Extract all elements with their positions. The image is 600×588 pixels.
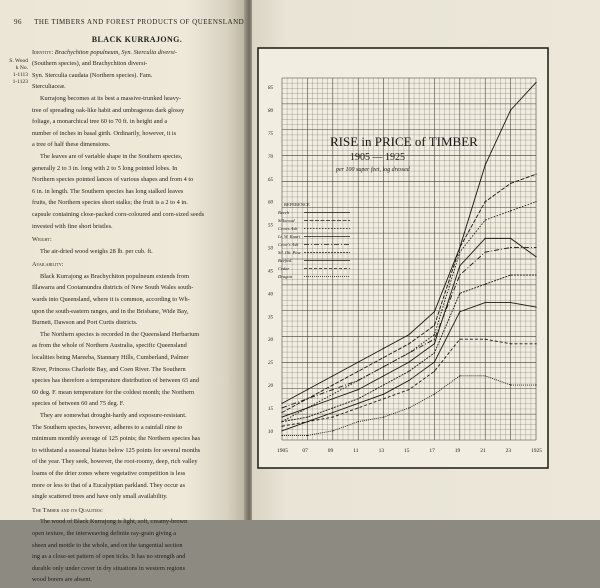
- text-line: generally 2 to 3 in. long with 2 to 5 long pointed lobes. In: [32, 164, 178, 172]
- running-head-title: THE TIMBERS AND FOREST PRODUCTS OF QUEENSLAND: [34, 18, 245, 26]
- data-point: [358, 421, 359, 422]
- text-line: The wood of Black Kurrajong is light, soft, creamy-brown: [40, 518, 188, 526]
- legend-entry: Crows Ash: [278, 226, 298, 231]
- y-tick-label: 50: [268, 246, 273, 252]
- x-tick-label: 1925: [531, 448, 542, 454]
- y-tick-label: 65: [268, 177, 273, 183]
- data-point: [358, 403, 359, 404]
- text-column: [32, 34, 242, 588]
- text-line: durable only under cover in dry situations in western regions: [32, 564, 186, 572]
- y-tick-label: 45: [268, 269, 273, 275]
- chart-subtitle: 1905 — 1925: [350, 152, 405, 163]
- data-point: [434, 311, 435, 312]
- text-line: Syn. Sterculia caudata (Northern species). Fam.: [32, 71, 153, 79]
- data-point: [281, 412, 282, 413]
- margin-note: [0, 58, 28, 86]
- data-point: [434, 334, 435, 335]
- legend-entry: Beefwd.: [278, 258, 293, 263]
- price-chart: [258, 48, 548, 468]
- text-line: invested with fine short bristles.: [32, 222, 113, 230]
- text-line: localities being Mareeba, Stannary Hills, Cumberland, Palmer: [32, 354, 189, 362]
- subheading-weight: Weight:: [32, 236, 52, 244]
- text-line: The leaves are of variable shape in the Southern species,: [40, 152, 183, 160]
- y-tick-label: 15: [268, 406, 273, 412]
- text-line: open texture, the interweaving definite ray-grain giving a: [32, 529, 177, 537]
- data-point: [332, 384, 333, 385]
- y-tick-label: 55: [268, 223, 273, 229]
- data-point: [383, 348, 384, 349]
- text-line: wood borers are absent.: [32, 576, 92, 584]
- text-line: species has therefore a temperature distribution of between 65 and: [32, 377, 199, 385]
- text-line: number of inches in basal girth. Ordinarily, however, it is: [32, 129, 177, 137]
- data-point: [434, 343, 435, 344]
- data-point: [383, 357, 384, 358]
- x-tick-label: 07: [302, 448, 308, 454]
- y-tick-label: 60: [268, 200, 273, 206]
- data-point: [307, 407, 308, 408]
- data-point: [485, 302, 486, 303]
- y-tick-label: 30: [268, 338, 273, 344]
- data-point: [535, 82, 536, 83]
- data-point: [408, 334, 409, 335]
- data-point: [485, 252, 486, 253]
- data-point: [459, 339, 460, 340]
- data-point: [408, 371, 409, 372]
- text-line: tree of spreading oak-like habit and umbrageous dark glossy: [32, 106, 185, 114]
- text-line: They are somewhat drought-hardy and exposure-resistant.: [40, 412, 187, 419]
- text-line: Black Kurrajong as Brachychiton populneum extends from: [40, 272, 189, 280]
- data-point: [281, 426, 282, 427]
- x-tick-label: 11: [353, 448, 359, 454]
- data-point: [535, 384, 536, 385]
- subheading-availability: Availability:: [32, 261, 64, 269]
- text-line: capsule containing close-packed corn-coloured and corn-sized seeds: [32, 210, 205, 218]
- text-line: (Southern species), and Brachychiton diversi-: [32, 60, 148, 68]
- text-line: The Southern species, however, adheres to a rainfall nine to: [32, 423, 183, 431]
- data-point: [332, 430, 333, 431]
- data-point: [535, 307, 536, 308]
- text-line: Illawarra and Cootamundra districts of New South Wales south-: [32, 284, 194, 292]
- data-point: [408, 389, 409, 390]
- data-point: [485, 284, 486, 285]
- text-line: minimum monthly average of 125 points; the Northern species has: [32, 435, 201, 443]
- text-line: wards into Queensland, where it is common, according to Wh-: [32, 296, 190, 304]
- data-point: [535, 201, 536, 202]
- text-line: foliage, a monarchical tree 60 to 70 ft. in height and a: [32, 118, 168, 126]
- text-line: 6 in. in length. The Southern species has long stalked leaves: [32, 187, 184, 195]
- data-point: [459, 293, 460, 294]
- text-line: species of between 60 and 75 deg. F.: [32, 400, 125, 408]
- data-point: [535, 174, 536, 175]
- x-tick-label: 21: [480, 448, 486, 454]
- text-line: of the year. They seek, however, the root-roomy, deep, rich valley: [32, 458, 198, 466]
- data-point: [307, 389, 308, 390]
- data-point: [307, 416, 308, 417]
- data-point: [307, 435, 308, 436]
- y-tick-label: 10: [268, 429, 273, 435]
- text-line: single scattered trees and have only small availability.: [32, 493, 168, 501]
- legend-entry: Cedar: [278, 266, 290, 271]
- data-point: [281, 435, 282, 436]
- text-line: ing as a close-set pattern of open ticks. It has no strength and: [32, 553, 186, 561]
- text-line: Kurrajong becomes at its best a massive-trunked heavy-: [40, 94, 182, 102]
- data-point: [485, 339, 486, 340]
- data-point: [307, 421, 308, 422]
- text-line: Brachychiton populneum, Syn. Sterculia diversi-: [54, 48, 177, 56]
- data-point: [408, 362, 409, 363]
- x-tick-label: 15: [404, 448, 410, 454]
- data-point: [281, 421, 282, 422]
- text-line: fruits, the Northern species short stalks; the fruit is a 2 to 4 in.: [32, 199, 188, 207]
- data-point: [485, 201, 486, 202]
- data-point: [281, 403, 282, 404]
- data-point: [510, 274, 511, 275]
- legend-entry: Dragon: [278, 274, 293, 279]
- legend-entry: Beech: [278, 210, 289, 215]
- data-point: [358, 380, 359, 381]
- data-point: [332, 407, 333, 408]
- data-point: [535, 247, 536, 248]
- data-point: [408, 407, 409, 408]
- y-tick-label: 70: [268, 154, 273, 160]
- data-point: [383, 398, 384, 399]
- data-point: [434, 394, 435, 395]
- margin-note-line: 1-1123: [12, 79, 28, 85]
- data-point: [332, 389, 333, 390]
- data-point: [459, 265, 460, 266]
- legend-entry: Sil. Ok. Pine: [278, 250, 301, 255]
- data-point: [459, 252, 460, 253]
- data-point: [281, 416, 282, 417]
- data-point: [434, 325, 435, 326]
- data-point: [434, 339, 435, 340]
- section-title: BLACK KURRAJONG.: [91, 35, 183, 44]
- text-line: Northern species pointed lances of various shapes and from 4 to: [32, 176, 194, 184]
- y-tick-label: 75: [268, 131, 273, 137]
- data-point: [332, 375, 333, 376]
- data-point: [358, 362, 359, 363]
- data-point: [281, 430, 282, 431]
- y-tick-label: 20: [268, 384, 273, 390]
- text-line: The Northern species is recorded in the Queensland Herbarium: [40, 330, 200, 338]
- data-point: [485, 238, 486, 239]
- data-point: [383, 366, 384, 367]
- x-tick-label: 19: [454, 448, 461, 454]
- x-tick-label: 1905: [277, 448, 288, 454]
- y-tick-label: 35: [268, 315, 273, 321]
- margin-note-line: S. Wood: [9, 58, 28, 64]
- data-point: [383, 394, 384, 395]
- data-point: [383, 375, 384, 376]
- data-point: [510, 210, 511, 211]
- data-point: [281, 407, 282, 408]
- text-line: River, Princess Charlotte Bay, and Coen River. The Southern: [32, 365, 186, 373]
- text-line: The air-dried wood weighs 28 lb. per cub. ft.: [40, 247, 153, 255]
- identity-paragraph: [32, 49, 242, 57]
- data-point: [332, 416, 333, 417]
- data-point: [383, 416, 384, 417]
- data-point: [535, 274, 536, 275]
- data-point: [510, 247, 511, 248]
- chart-frame: [258, 48, 548, 468]
- data-point: [485, 219, 486, 220]
- data-point: [383, 384, 384, 385]
- chart-title: RISE in PRICE of TIMBER: [330, 134, 478, 149]
- text-line: to withstand a seasonal hiatus below 125 points for several months: [32, 446, 201, 454]
- x-tick-label: 09: [327, 448, 334, 454]
- data-point: [535, 343, 536, 344]
- left-page: [0, 0, 247, 584]
- text-line: Burnett, Dawson and Port Curtis districts.: [32, 319, 138, 327]
- text-line: loams of the drier zones where vegetative competition is less: [32, 469, 186, 477]
- data-point: [510, 302, 511, 303]
- data-point: [332, 398, 333, 399]
- data-point: [434, 371, 435, 372]
- data-point: [485, 164, 486, 165]
- data-point: [510, 343, 511, 344]
- data-point: [485, 375, 486, 376]
- text-line: more or less to that of a Eucalyptian parkland. They occur as: [32, 481, 186, 489]
- data-point: [434, 352, 435, 353]
- data-point: [358, 407, 359, 408]
- text-line: a tree of half these dimensions.: [32, 141, 111, 149]
- data-point: [510, 109, 511, 110]
- y-tick-label: 85: [268, 86, 273, 92]
- data-point: [459, 247, 460, 248]
- text-line: as from the whole of Northern Australia, specific Queensland: [32, 342, 187, 350]
- data-point: [408, 343, 409, 344]
- legend-title: REFERENCE: [284, 202, 310, 207]
- legend-entry: Crow's Ash: [278, 242, 299, 247]
- legend-entry: Silkwood: [278, 218, 295, 223]
- data-point: [408, 352, 409, 353]
- data-point: [535, 256, 536, 257]
- x-tick-label: 23: [505, 448, 512, 454]
- x-tick-label: 13: [378, 448, 385, 454]
- margin-note-line: 1-1113: [12, 72, 28, 78]
- text-line: 60 deg. F. mean temperature for the coldest month; the Northern: [32, 388, 195, 396]
- margin-note-line: k No.: [15, 65, 28, 71]
- text-line: Sterculiaceæ.: [32, 83, 66, 91]
- data-point: [358, 398, 359, 399]
- chart-subtitle-units: per 100 super feet, log dressed: [336, 167, 410, 173]
- y-tick-label: 25: [268, 361, 273, 367]
- data-point: [459, 311, 460, 312]
- data-point: [459, 375, 460, 376]
- subheading-timber: The Timber and its Qualities:: [32, 506, 103, 514]
- x-tick-label: 17: [429, 448, 435, 454]
- identity-label: Identity:: [32, 48, 54, 56]
- y-tick-label: 40: [268, 292, 273, 298]
- data-point: [434, 362, 435, 363]
- running-header: [14, 18, 244, 26]
- data-point: [358, 389, 359, 390]
- data-point: [358, 371, 359, 372]
- data-point: [408, 380, 409, 381]
- data-point: [510, 384, 511, 385]
- data-point: [307, 398, 308, 399]
- legend-entry: Lt. W. Kauri: [278, 234, 301, 239]
- data-point: [510, 238, 511, 239]
- data-point: [332, 412, 333, 413]
- text-line: sheen and mottle to the whole, and on the tangential section: [32, 541, 183, 549]
- page-number: 96: [14, 18, 22, 26]
- data-point: [510, 183, 511, 184]
- data-point: [459, 274, 460, 275]
- y-tick-label: 80: [268, 109, 273, 115]
- text-line: upon the south-eastern ranges, and in the Brisbane, Wide Bay,: [32, 307, 189, 315]
- data-point: [332, 394, 333, 395]
